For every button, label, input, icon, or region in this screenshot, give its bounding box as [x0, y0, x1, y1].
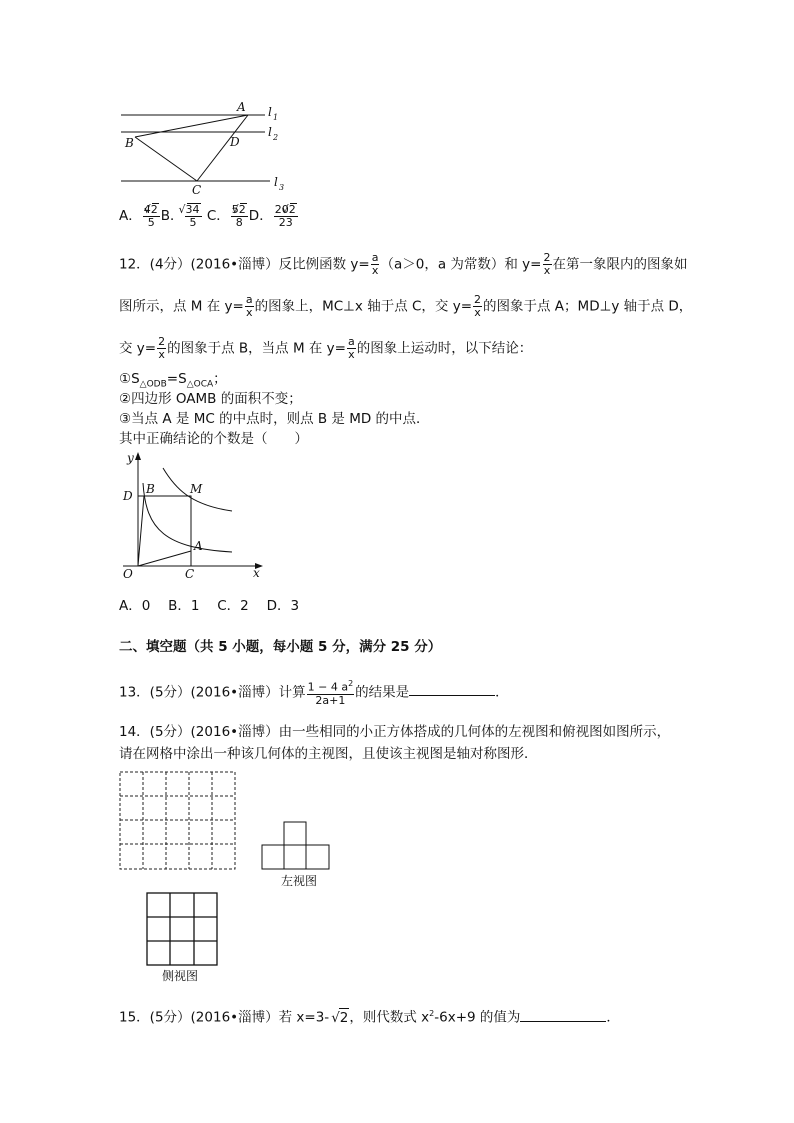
q14-line2: 请在网格中涂出一种该几何体的主视图，且使该主视图是轴对称图形．	[119, 746, 538, 762]
section-heading-fill-in: 二、填空题（共 5 小题，每小题 5 分，满分 25 分）	[119, 639, 442, 655]
option-d-label: D．	[248, 208, 273, 224]
option-d-fraction: $\frac{20√ 2}{23}$	[274, 203, 298, 229]
label-l2: l	[268, 125, 272, 139]
q13: 13．(5分）(2016•淄博）计算 $\frac{1 - 4 a^2}{2a+1}$ 的结果是 ．	[119, 679, 509, 707]
q12-conclusion-2: ②四边形 OAMB 的面积不变；	[119, 391, 302, 407]
label-C: C	[185, 567, 195, 581]
q12-line2: 图所示，点 M 在 y= $\frac{a}{x}$ 的图象上，MC⊥x 轴于点 C，交 y= $\frac{2}{x}$ 的图象于点 A；MD⊥y 轴于点 D，	[119, 293, 693, 319]
option-a-fraction: $\frac{4√ 2}{5}$	[143, 203, 160, 229]
option-b-fraction: √ $\frac{34}{5}$	[185, 203, 202, 229]
q15-answer-blank[interactable]	[520, 1009, 606, 1022]
q12-conclusion-3: ③当点 A 是 MC 的中点时，则点 B 是 MD 的中点．	[119, 411, 430, 427]
left-view-label: 左视图	[281, 874, 318, 888]
q12-conclusion-1: $①S_{\triangle ODB}=S_{\triangle OCA}$；	[119, 371, 227, 390]
option-c-label: C．	[206, 208, 230, 224]
option-a-label: A．	[119, 208, 142, 224]
label-C: C	[192, 183, 202, 197]
label-l1: l	[268, 105, 272, 119]
q12-line3: 交 y= $\frac{2}{x}$ 的图象于点 B，当点 M 在 y= $\frac{a}{x}$ 的图象上运动时，以下结论：	[119, 335, 533, 361]
option-b-label: B．	[160, 208, 184, 224]
option-c-fraction: $\frac{5√ 2}{8}$	[231, 203, 248, 229]
label-l3: l	[274, 175, 278, 189]
q14-line1: 14．(5分）(2016•淄博）由一些相同的小正方体搭成的几何体的左视图和俯视图如图所示，	[119, 724, 671, 740]
label-D: D	[230, 135, 240, 149]
label-D: D	[123, 489, 133, 503]
q12-options: A．0 B．1 C．2 D．3	[119, 598, 300, 614]
label-O: O	[123, 567, 133, 581]
q15: 15．(5分）(2016•淄博）若 x=3-√ 2，则代数式 $x^2-6x+9$ 的值为 ．	[119, 1005, 620, 1027]
label-l1-sub: 1	[273, 113, 279, 122]
label-A: A	[194, 539, 203, 553]
top-view-label: 侧视图	[162, 969, 199, 983]
q12-question: 其中正确结论的个数是（ ）	[119, 431, 308, 447]
label-M: M	[190, 482, 203, 496]
label-y: y	[127, 451, 134, 465]
label-l2-sub: 2	[273, 133, 279, 142]
q12-line1: 12．(4分）(2016•淄博）反比例函数 y= $\frac{a}{x}$ （a＞0，a 为常数）和 y= $\frac{2}{x}$ 在第一象限内的图象如	[119, 251, 688, 277]
label-B: B	[125, 136, 134, 150]
label-B: B	[146, 482, 155, 496]
label-A: A	[237, 100, 246, 114]
label-x: x	[253, 566, 260, 580]
label-l3-sub: 3	[279, 183, 285, 192]
